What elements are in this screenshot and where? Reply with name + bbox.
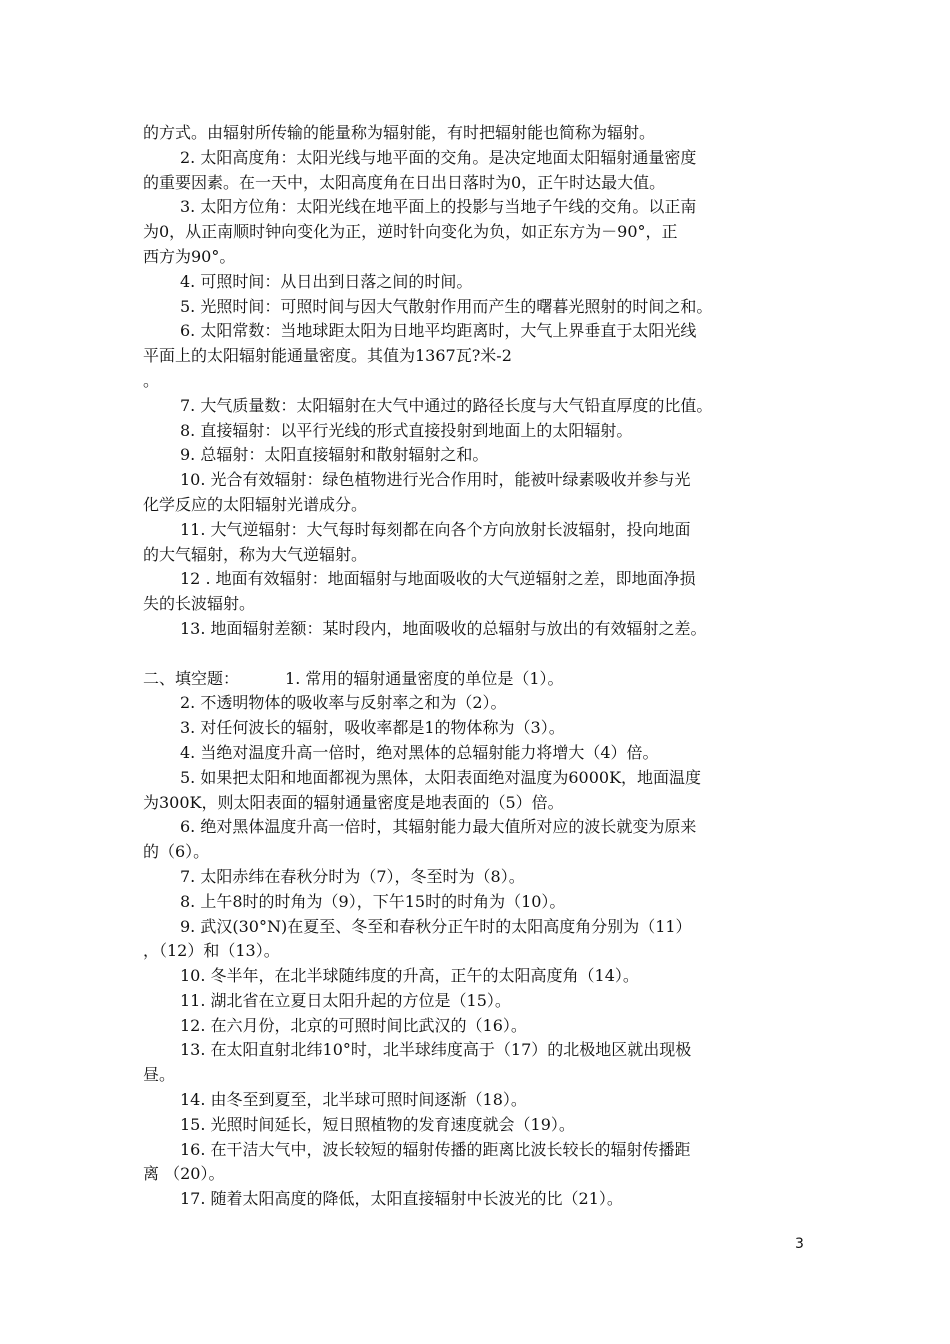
fill-blank-question: 7. 太阳赤纬在春秋分时为（7），冬至时为（8）。 [180, 866, 525, 886]
section-heading-line [143, 667, 813, 692]
text-line: 离 （20）。 [143, 1164, 225, 1184]
text-line: 为300K，则太阳表面的辐射通量密度是地表面的（5）倍。 [143, 792, 564, 812]
text-line: ，（12）和（13）。 [143, 941, 280, 961]
text-line: 。 [143, 370, 160, 390]
term-definition: 8. 直接辐射：以平行光线的形式直接投射到地面上的太阳辐射。 [180, 420, 633, 440]
term-definition: 13. 地面辐射差额：某时段内，地面吸收的总辐射与放出的有效辐射之差。 [180, 618, 707, 638]
fill-blank-question: 12. 在六月份，北京的可照时间比武汉的（16）。 [180, 1015, 527, 1035]
text-line: 平面上的太阳辐射能通量密度。其值为1367瓦?米-2 [143, 346, 512, 366]
term-definition: 4. 可照时间：从日出到日落之间的时间。 [180, 271, 473, 291]
fill-blank-question: 5. 如果把太阳和地面都视为黑体，太阳表面绝对温度为6000K，地面温度 [180, 767, 702, 787]
fill-blank-question: 9. 武汉(30°N)在夏至、冬至和春秋分正午时的太阳高度角分别为（11） [180, 916, 692, 936]
text-line: 为0，从正南顺时钟向变化为正，逆时针向变化为负，如正东方为－90°，正 [143, 222, 678, 242]
term-definition: 7. 大气质量数：太阳辐射在大气中通过的路径长度与大气铅直厚度的比值。 [180, 395, 713, 415]
text-line: 的方式。由辐射所传输的能量称为辐射能，有时把辐射能也简称为辐射。 [143, 123, 656, 142]
text-line: 的大气辐射，称为大气逆辐射。 [143, 544, 368, 564]
fill-blank-question: 13. 在太阳直射北纬10°时，北半球纬度高于（17）的北极地区就出现极 [180, 1040, 692, 1060]
text-line: 昼。 [143, 1065, 176, 1085]
term-definition: 12 . 地面有效辐射：地面辐射与地面吸收的大气逆辐射之差，即地面净损 [180, 569, 696, 589]
fill-blank-question: 10. 冬半年，在北半球随纬度的升高，正午的太阳高度角（14）。 [180, 966, 639, 986]
text-line: 化学反应的太阳辐射光谱成分。 [143, 494, 368, 514]
term-definition: 10. 光合有效辐射：绿色植物进行光合作用时，能被叶绿素吸收并参与光 [180, 470, 691, 490]
text-line: 失的长波辐射。 [143, 594, 256, 614]
fill-blank-question: 1. 常用的辐射通量密度的单位是（1）。 [285, 668, 564, 688]
term-definition: 9. 总辐射：太阳直接辐射和散射辐射之和。 [180, 445, 489, 465]
term-definition: 2. 太阳高度角：太阳光线与地平面的交角。是决定地面太阳辐射通量密度 [180, 147, 697, 167]
fill-blank-question: 11. 湖北省在立夏日太阳升起的方位是（15）。 [180, 990, 511, 1010]
fill-blank-question: 8. 上午8时的时角为（9），下午15时的时角为（10）。 [180, 891, 566, 911]
blank-line [143, 642, 813, 667]
fill-blank-question: 16. 在干洁大气中，波长较短的辐射传播的距离比波长较长的辐射传播距 [180, 1139, 691, 1159]
term-definition: 3. 太阳方位角：太阳光线在地平面上的投影与当地子午线的交角。以正南 [180, 197, 697, 217]
fill-blank-question: 6. 绝对黑体温度升高一倍时，其辐射能力最大值所对应的波长就变为原来 [180, 817, 697, 837]
term-definition: 11. 大气逆辐射：大气每时每刻都在向各个方向放射长波辐射，投向地面 [180, 519, 691, 539]
section-heading: 二、填空题： [143, 668, 240, 688]
fill-blank-question: 14. 由冬至到夏至，北半球可照时间逐渐（18）。 [180, 1090, 527, 1110]
text-line: 西方为90°。 [143, 246, 236, 266]
text-line: 的重要因素。在一天中，太阳高度角在日出日落时为0，正午时达最大值。 [143, 172, 666, 192]
fill-blank-question: 15. 光照时间延长，短日照植物的发育速度就会（19）。 [180, 1114, 575, 1134]
fill-blank-question: 17. 随着太阳高度的降低，太阳直接辐射中长波光的比（21）。 [180, 1189, 623, 1209]
term-definition: 6. 太阳常数：当地球距太阳为日地平均距离时，大气上界垂直于太阳光线 [180, 321, 697, 341]
text-line: 的（6）。 [143, 842, 210, 862]
term-definition: 5. 光照时间：可照时间与因大气散射作用而产生的曙暮光照射的时间之和。 [180, 296, 713, 316]
page-number: 3 [795, 1236, 804, 1252]
fill-blank-question: 4. 当绝对温度升高一倍时，绝对黑体的总辐射能力将增大（4）倍。 [180, 742, 659, 762]
page-body [143, 121, 813, 1212]
fill-blank-question: 2. 不透明物体的吸收率与反射率之和为（2）。 [180, 693, 507, 713]
fill-blank-question: 3. 对任何波长的辐射，吸收率都是1的物体称为（3）。 [180, 718, 565, 738]
